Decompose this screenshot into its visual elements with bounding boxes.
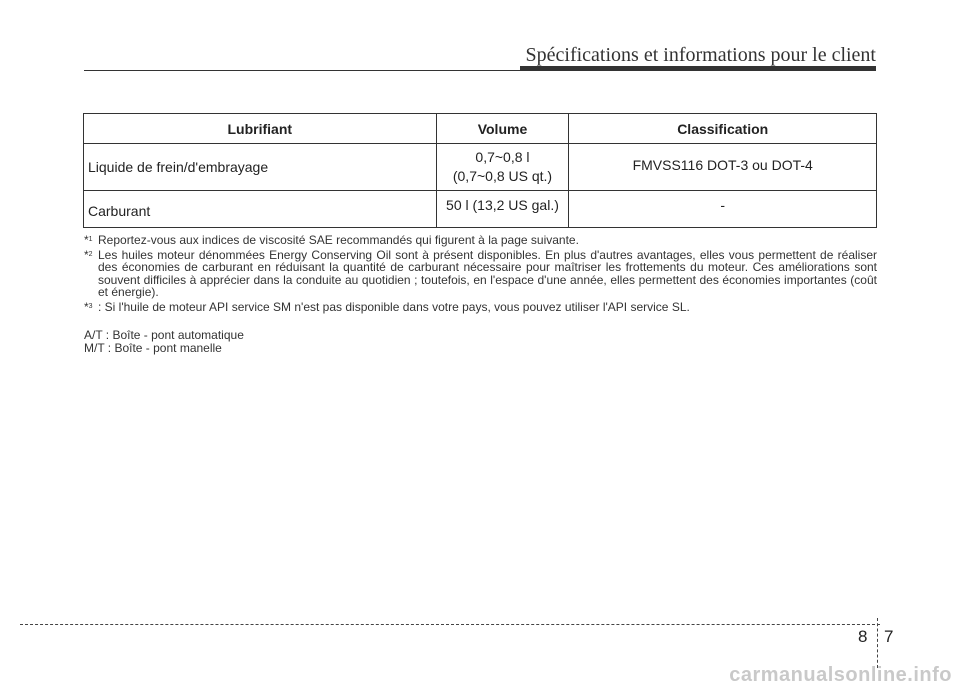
cell-lubricant: Liquide de frein/d'embrayage — [84, 144, 437, 191]
table-row — [84, 144, 877, 191]
table-header-row — [84, 114, 877, 144]
cell-classification: - — [569, 191, 877, 228]
cell-classification: FMVSS116 DOT-3 ou DOT-4 — [569, 144, 877, 191]
footnote-2 — [84, 249, 877, 299]
page-number: 7 — [884, 627, 894, 646]
footnote-3 — [84, 301, 877, 314]
lubricant-table — [83, 113, 877, 228]
col-header-classification: Classification — [569, 114, 877, 144]
cell-lubricant: Carburant — [84, 191, 437, 228]
footnote-text: Les huiles moteur dénommées Energy Conserving Oil sont à présent disponibles. En plus d'autres avantages, elles vous permettent de réaliser des économies de carburant en réduisant la quantité de carburant nécessaire pour maîtriser les frottements du moteur. Ces améliorations sont souvent difficiles à apprécier dans la conduite au quotidien ; toutefois, en l'espace d'une année, elles permettent des économies importantes (coût et énergie). — [98, 247, 877, 299]
cell-volume-line1: 0,7~0,8 l — [475, 149, 530, 165]
col-header-volume: Volume — [436, 114, 569, 144]
page-header-title: Spécifications et informations pour le client — [525, 44, 876, 66]
footnotes — [84, 234, 877, 354]
section-number: 8 — [858, 627, 868, 646]
abbreviation-list — [84, 329, 877, 354]
header-rule-thick — [520, 66, 876, 71]
cell-volume: 50 l (13,2 US gal.) — [436, 191, 569, 228]
abbreviation-item: M/T : Boîte - pont manelle — [84, 340, 222, 355]
cell-volume — [436, 144, 569, 191]
col-header-lubricant: Lubrifiant — [84, 114, 437, 144]
footer-dashed-rule — [20, 624, 880, 625]
header-rule-thin — [84, 70, 524, 71]
watermark: carmanualsonline.info — [729, 664, 952, 686]
footnote-text: Reportez-vous aux indices de viscosité SAE recommandés qui figurent à la page suivante. — [98, 233, 579, 247]
footnote-marker: *$^3$ — [84, 299, 93, 314]
footnote-marker: *$^2$ — [84, 247, 93, 262]
abbreviation-item: A/T : Boîte - pont automatique — [84, 328, 244, 342]
footnote-1 — [84, 234, 877, 247]
footnote-text: : Si l'huile de moteur API service SM n'est pas disponible dans votre pays, vous pouvez utiliser l'API service SL. — [98, 299, 690, 314]
footer-dashed-divider — [877, 618, 878, 668]
footnote-marker: *$^1$ — [84, 233, 93, 247]
table-row — [84, 191, 877, 228]
cell-volume-line2: (0,7~0,8 US qt.) — [452, 168, 553, 184]
